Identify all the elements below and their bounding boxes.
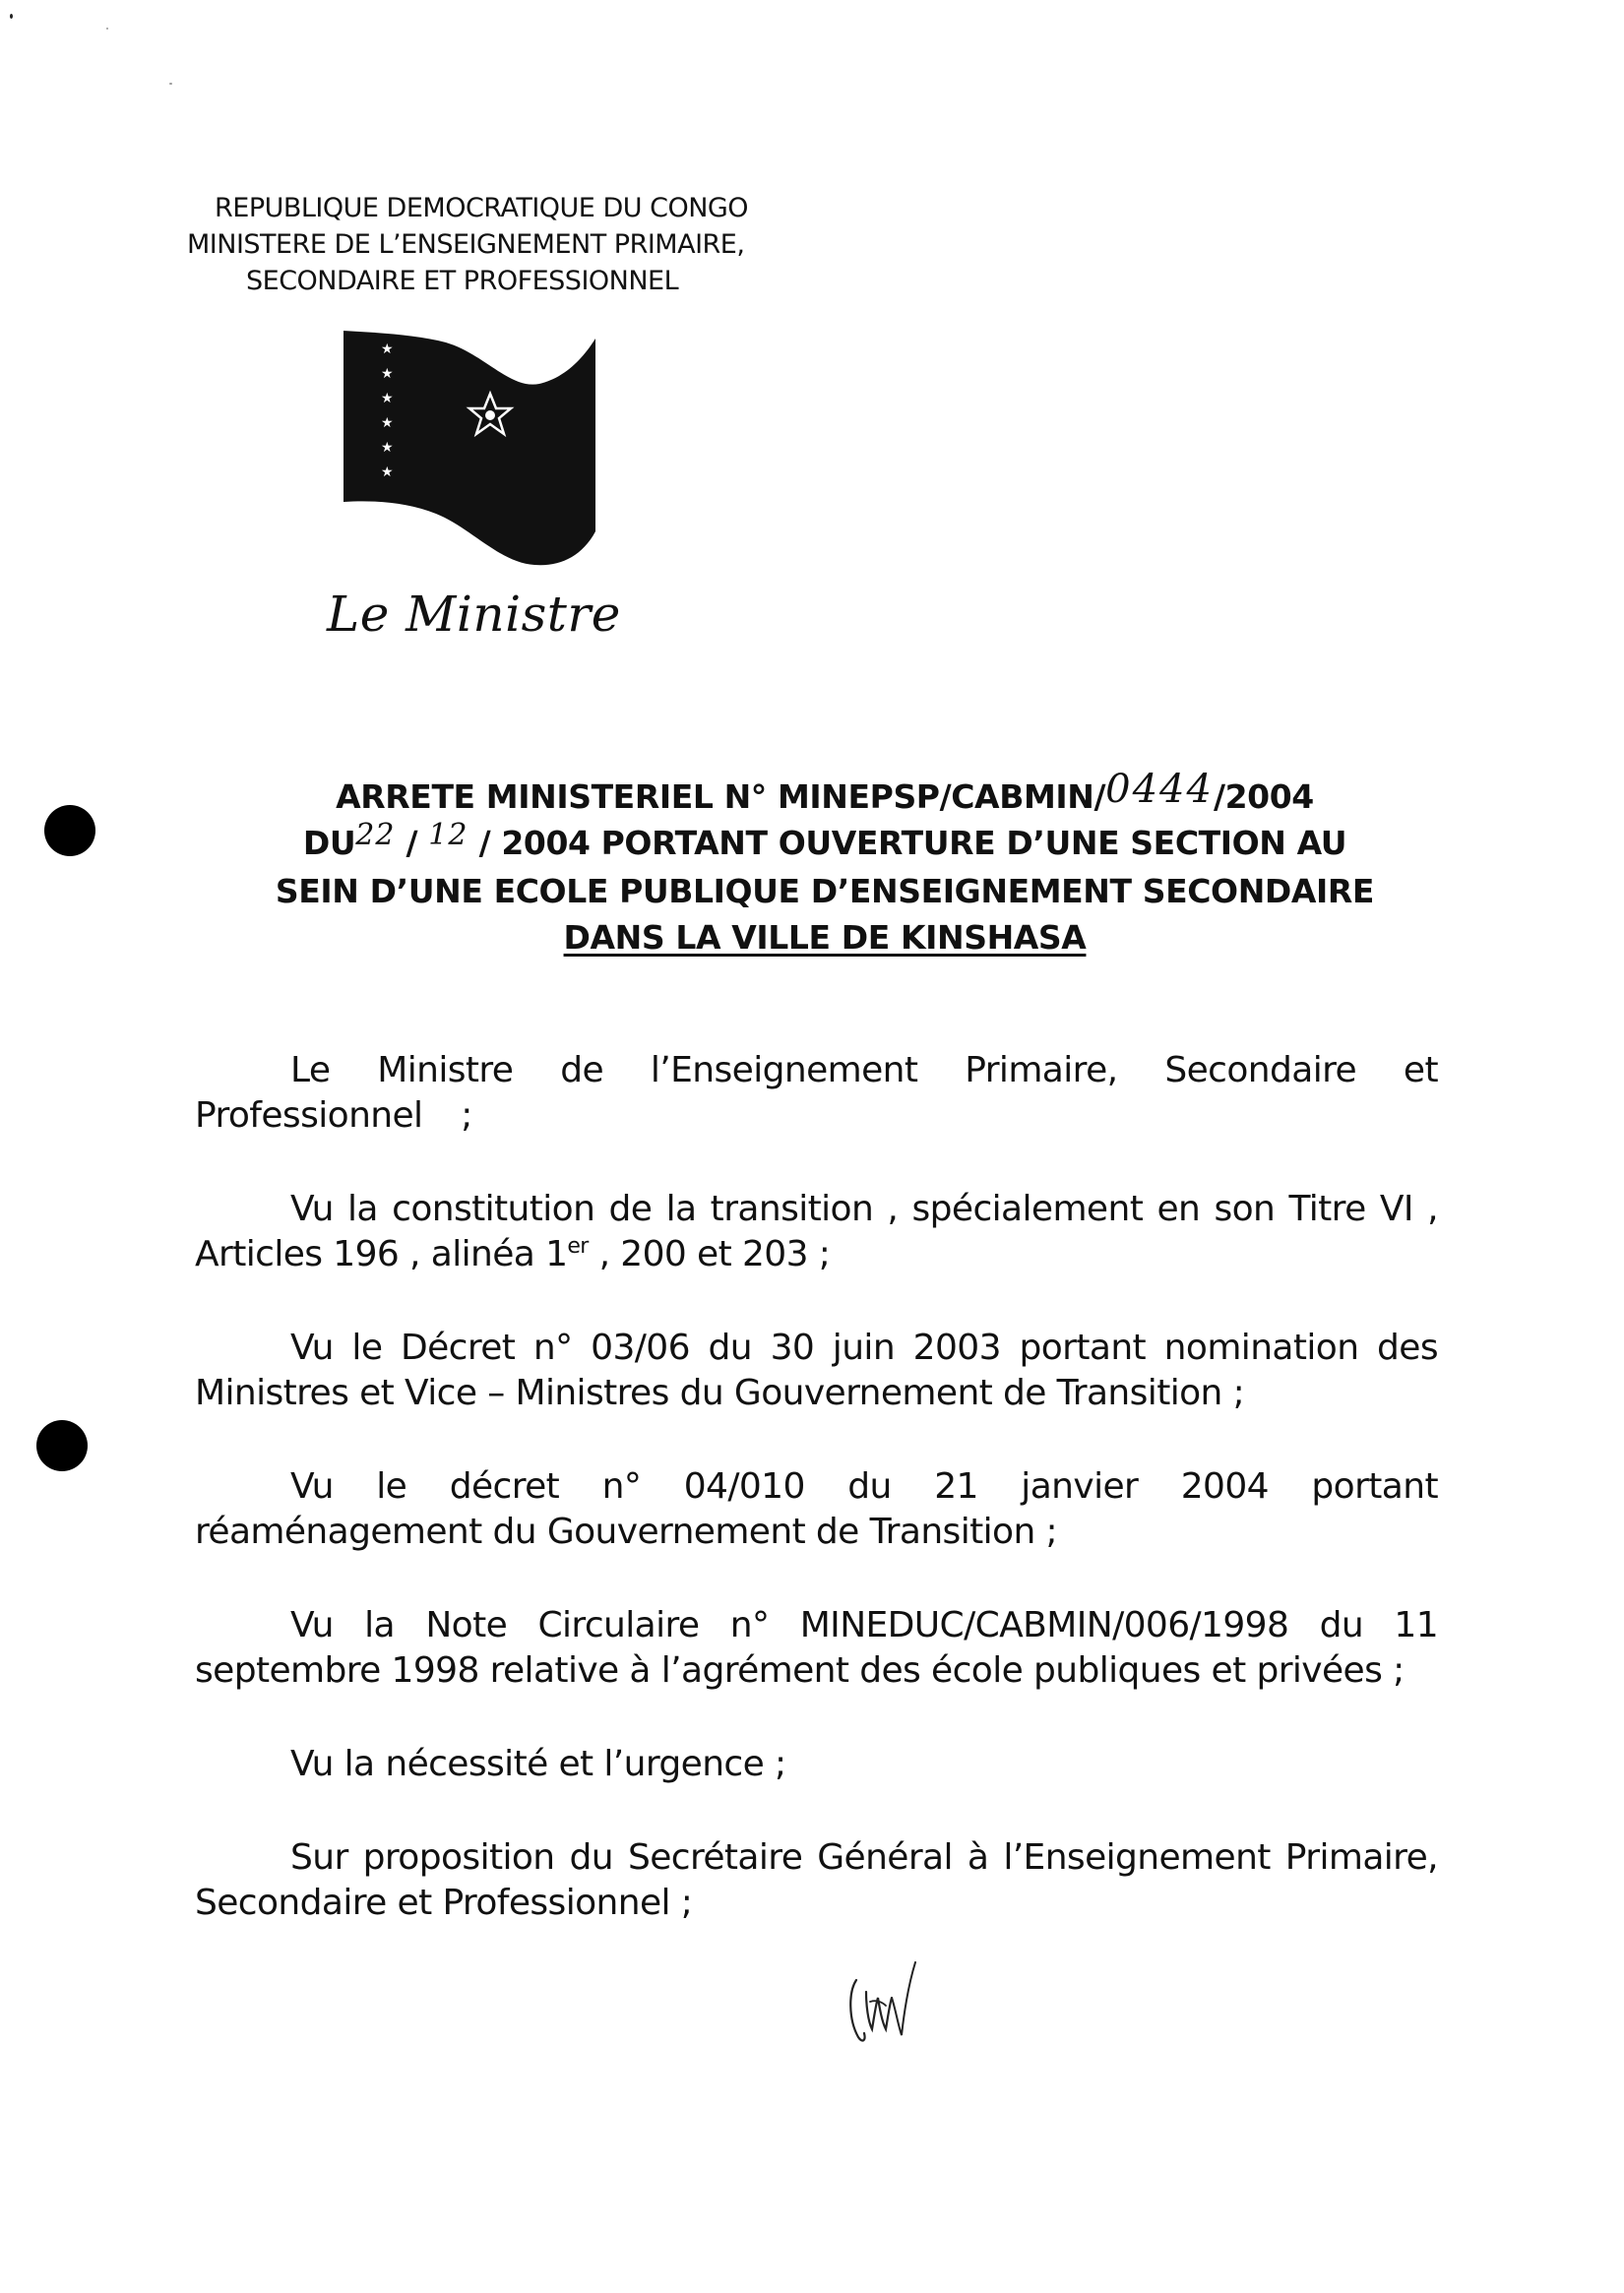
title-line-1-suffix: /2004 [1213,777,1314,816]
title-date-separator: / [395,824,429,862]
flag-with-star-icon [338,331,597,567]
svg-text:★: ★ [381,440,394,456]
title-line-2 [195,820,1455,868]
punch-hole-middle [36,1420,88,1471]
preamble-paragraph [195,1187,1438,1277]
letterhead-country: REPUBLIQUE DEMOCRATIQUE DU CONGO [215,193,749,223]
decree-month-handwritten: 12 [428,818,468,852]
preamble-paragraph: Vu le Décret n° 03/06 du 30 juin 2003 portant nomination des Ministres et Vice – Ministres du Gouvernement de Transition ; [195,1328,1438,1413]
letterhead-ministry: MINISTERE DE L’ENSEIGNEMENT PRIMAIRE, [187,229,745,260]
svg-text:★: ★ [381,366,394,382]
svg-text:★: ★ [381,341,394,357]
scan-speck [169,83,172,85]
handwritten-initials-icon [843,1958,921,2057]
ministre-signature-title: Le Ministre [327,586,621,643]
preamble-paragraph: Sur proposition du Secrétaire Général à l’Enseignement Primaire, Secondaire et Professionnel ; [195,1837,1438,1923]
letterhead-ministry-cont: SECONDAIRE ET PROFESSIONNEL [246,266,679,296]
scan-speck [106,28,108,30]
title-line-3: SEIN D’UNE ECOLE PUBLIQUE D’ENSEIGNEMENT SECONDAIRE [275,872,1375,910]
svg-text:★: ★ [381,391,394,406]
preamble-paragraph: Le Ministre de l’Enseignement Primaire, Secondaire et Professionnel ; [195,1050,1438,1136]
svg-text:★: ★ [381,415,394,431]
decree-number-handwritten: 0444 [1105,767,1214,812]
preamble-paragraph: Vu la Note Circulaire n° MINEDUC/CABMIN/006/1998 du 11 septembre 1998 relative à l’agrément des école publiques et privées ; [195,1605,1438,1691]
decree-preamble [195,1048,1438,1974]
preamble-paragraph: Vu le décret n° 04/010 du 21 janvier 2004 portant réaménagement du Gouvernement de Transition ; [195,1466,1438,1552]
scan-speck [10,14,13,19]
title-line-1-prefix: ARRETE MINISTERIEL N° MINEPSP/CABMIN/ [336,777,1106,816]
svg-text:★: ★ [381,465,394,480]
title-line-1 [195,767,1455,820]
preamble-paragraph: Vu la nécessité et l’urgence ; [290,1744,786,1784]
title-line-2-suffix: / 2004 PORTANT OUVERTURE D’UNE SECTION AU [468,824,1347,862]
letterhead [187,190,876,299]
punch-hole-top [44,805,95,856]
preamble-text: Vu la constitution de la transition , spécialement en son Titre VI , Articles 196 , alinéa 1 [195,1189,1438,1274]
superscript: er [567,1234,589,1259]
preamble-text: , 200 et 203 ; [588,1234,831,1274]
title-line-4: DANS LA VILLE DE KINSHASA [563,918,1087,957]
title-line-2-prefix: DU [302,824,356,862]
decree-title [195,767,1455,961]
decree-day-handwritten: 22 [355,818,396,852]
